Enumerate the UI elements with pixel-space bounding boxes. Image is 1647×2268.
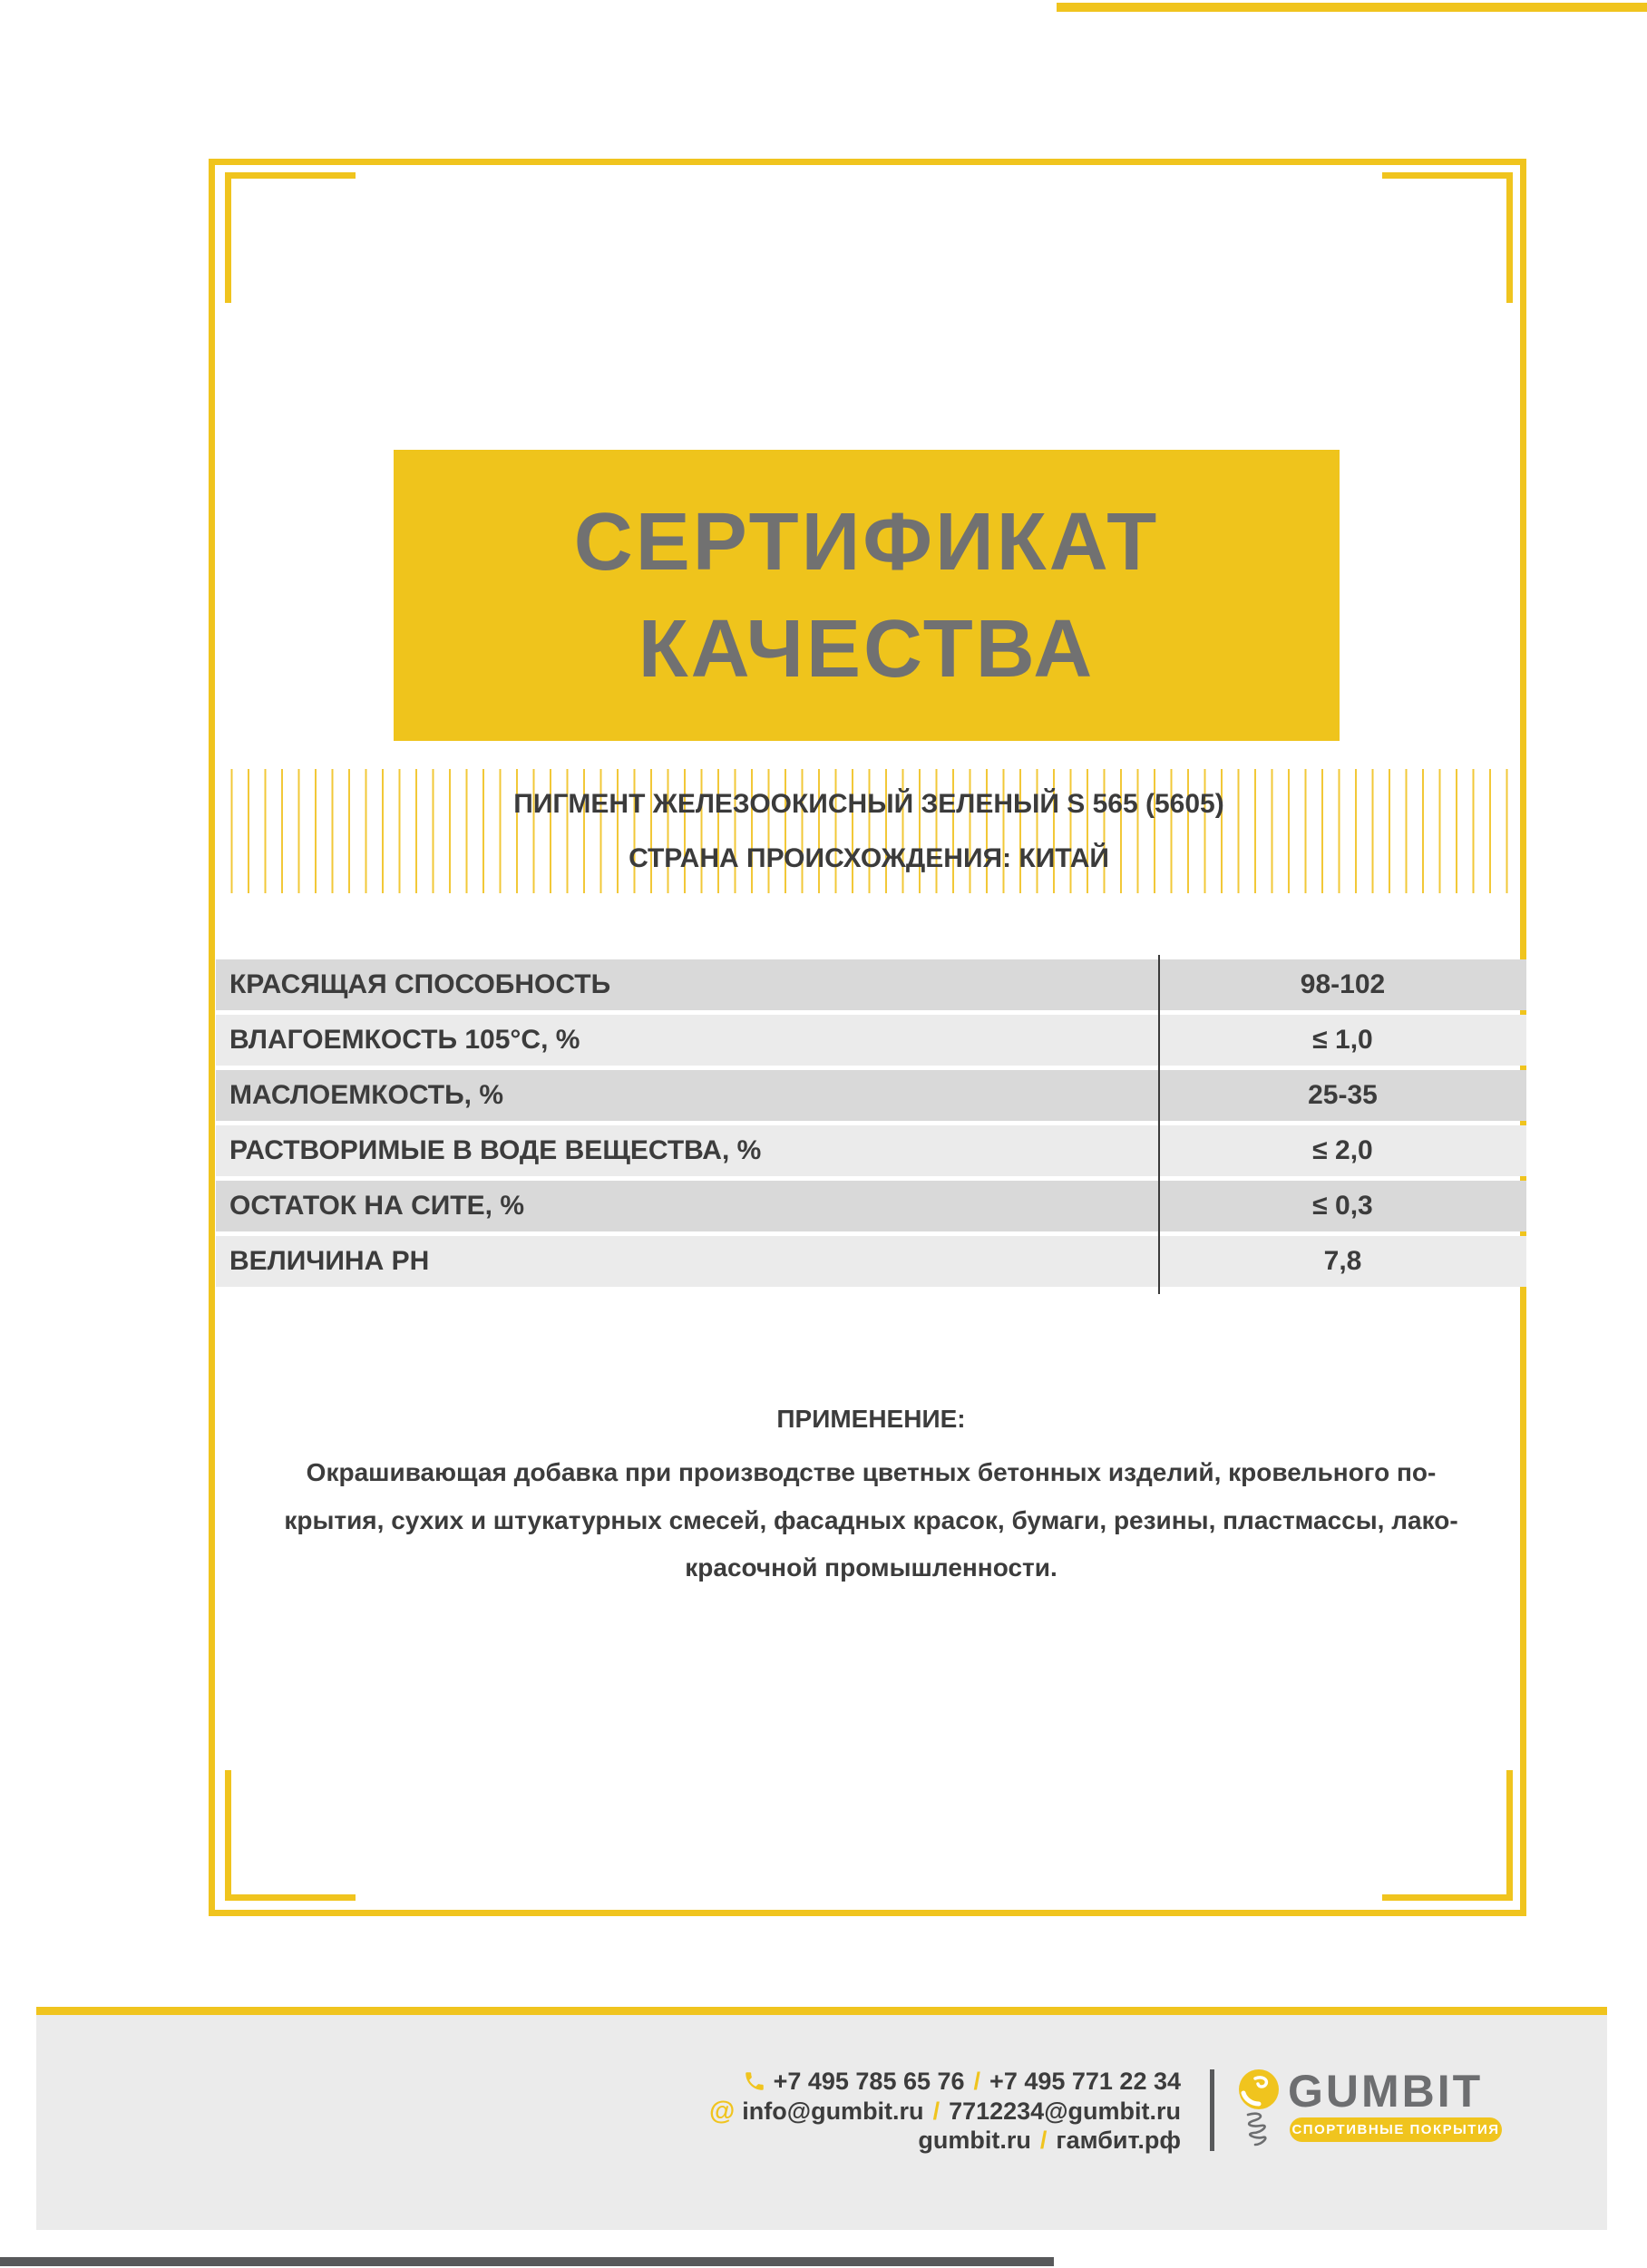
application-heading: ПРИМЕНЕНИЕ: <box>776 1405 966 1433</box>
separator-slash: / <box>1039 2127 1048 2154</box>
spec-value: 98-102 <box>1300 969 1386 999</box>
title-banner <box>394 450 1340 741</box>
spec-value: ≤ 1,0 <box>1312 1025 1373 1055</box>
spec-label: ВЕЛИЧИНА РН <box>229 1246 430 1276</box>
spec-value: 7,8 <box>1323 1246 1362 1276</box>
product-name: ПИГМЕНТ ЖЕЛЕЗООКИСНЫЙ ЗЕЛЕНЫЙ S 565 (5605) <box>513 788 1224 819</box>
footer-rule <box>36 2007 1607 2015</box>
contact-phones <box>0 2067 1181 2097</box>
contact-sites <box>0 2126 1181 2156</box>
contact-emails <box>0 2097 1181 2127</box>
contact-block <box>0 2067 1181 2156</box>
site-1: gumbit.ru <box>918 2127 1031 2154</box>
top-right-accent-bar <box>1057 3 1647 12</box>
table-column-divider <box>1158 955 1160 1294</box>
site-2: гамбит.рф <box>1056 2127 1181 2154</box>
email-1: info@gumbit.ru <box>742 2097 924 2125</box>
phone-number-2: +7 495 771 22 34 <box>989 2068 1181 2095</box>
footer-vertical-divider <box>1210 2069 1214 2151</box>
frame-corner-bottom-left <box>225 1770 356 1901</box>
spec-label: КРАСЯЩАЯ СПОСОБНОСТЬ <box>229 969 611 999</box>
table-row <box>216 1125 1526 1176</box>
table-row <box>216 959 1526 1010</box>
table-row <box>216 1236 1526 1287</box>
at-icon: @ <box>708 2096 736 2126</box>
spec-value: ≤ 0,3 <box>1312 1191 1373 1221</box>
frame-corner-bottom-right <box>1382 1770 1513 1901</box>
application-section <box>216 1404 1526 1592</box>
table-row <box>216 1015 1526 1066</box>
pinstripe-band <box>216 769 1522 893</box>
application-text <box>216 1449 1526 1592</box>
application-line: крытия, сухих и штукатурных смесей, фасадных красок, бумаги, резины, пластмассы, лако- <box>284 1505 1458 1534</box>
page-title-line2: КАЧЕСТВА <box>638 603 1096 695</box>
spec-value: ≤ 2,0 <box>1312 1135 1373 1165</box>
frame-corner-top-right <box>1382 172 1513 303</box>
phone-icon <box>743 2069 766 2093</box>
spec-table <box>216 959 1526 1291</box>
separator-slash: / <box>932 2097 940 2125</box>
application-line: Окрашивающая добавка при производстве цветных бетонных изделий, кровельного по- <box>306 1458 1437 1486</box>
spring-icon <box>1243 2111 1270 2147</box>
gumbit-tagline-pill: СПОРТИВНЫЕ ПОКРЫТИЯ <box>1290 2117 1502 2142</box>
gumbit-ball-icon <box>1237 2068 1281 2111</box>
table-row <box>216 1181 1526 1231</box>
email-2: 7712234@gumbit.ru <box>949 2097 1181 2125</box>
separator-slash: / <box>973 2068 981 2095</box>
spec-label: РАСТВОРИМЫЕ В ВОДЕ ВЕЩЕСТВА, % <box>229 1135 762 1165</box>
phone-number-1: +7 495 785 65 76 <box>773 2068 965 2095</box>
spec-label: ВЛАГОЕМКОСТЬ 105°С, % <box>229 1025 580 1055</box>
frame-corner-top-left <box>225 172 356 303</box>
application-line: красочной промышленности. <box>685 1553 1057 1582</box>
spec-label: ОСТАТОК НА СИТЕ, % <box>229 1191 524 1221</box>
table-row <box>216 1070 1526 1121</box>
spec-label: МАСЛОЕМКОСТЬ, % <box>229 1080 504 1110</box>
spec-value: 25-35 <box>1308 1080 1378 1110</box>
product-origin: СТРАНА ПРОИСХОЖДЕНИЯ: КИТАЙ <box>629 842 1109 873</box>
gumbit-wordmark: GUMBIT <box>1288 2066 1484 2117</box>
page-title-line1: СЕРТИФИКАТ <box>573 496 1160 588</box>
bottom-left-accent-bar <box>0 2257 1054 2266</box>
